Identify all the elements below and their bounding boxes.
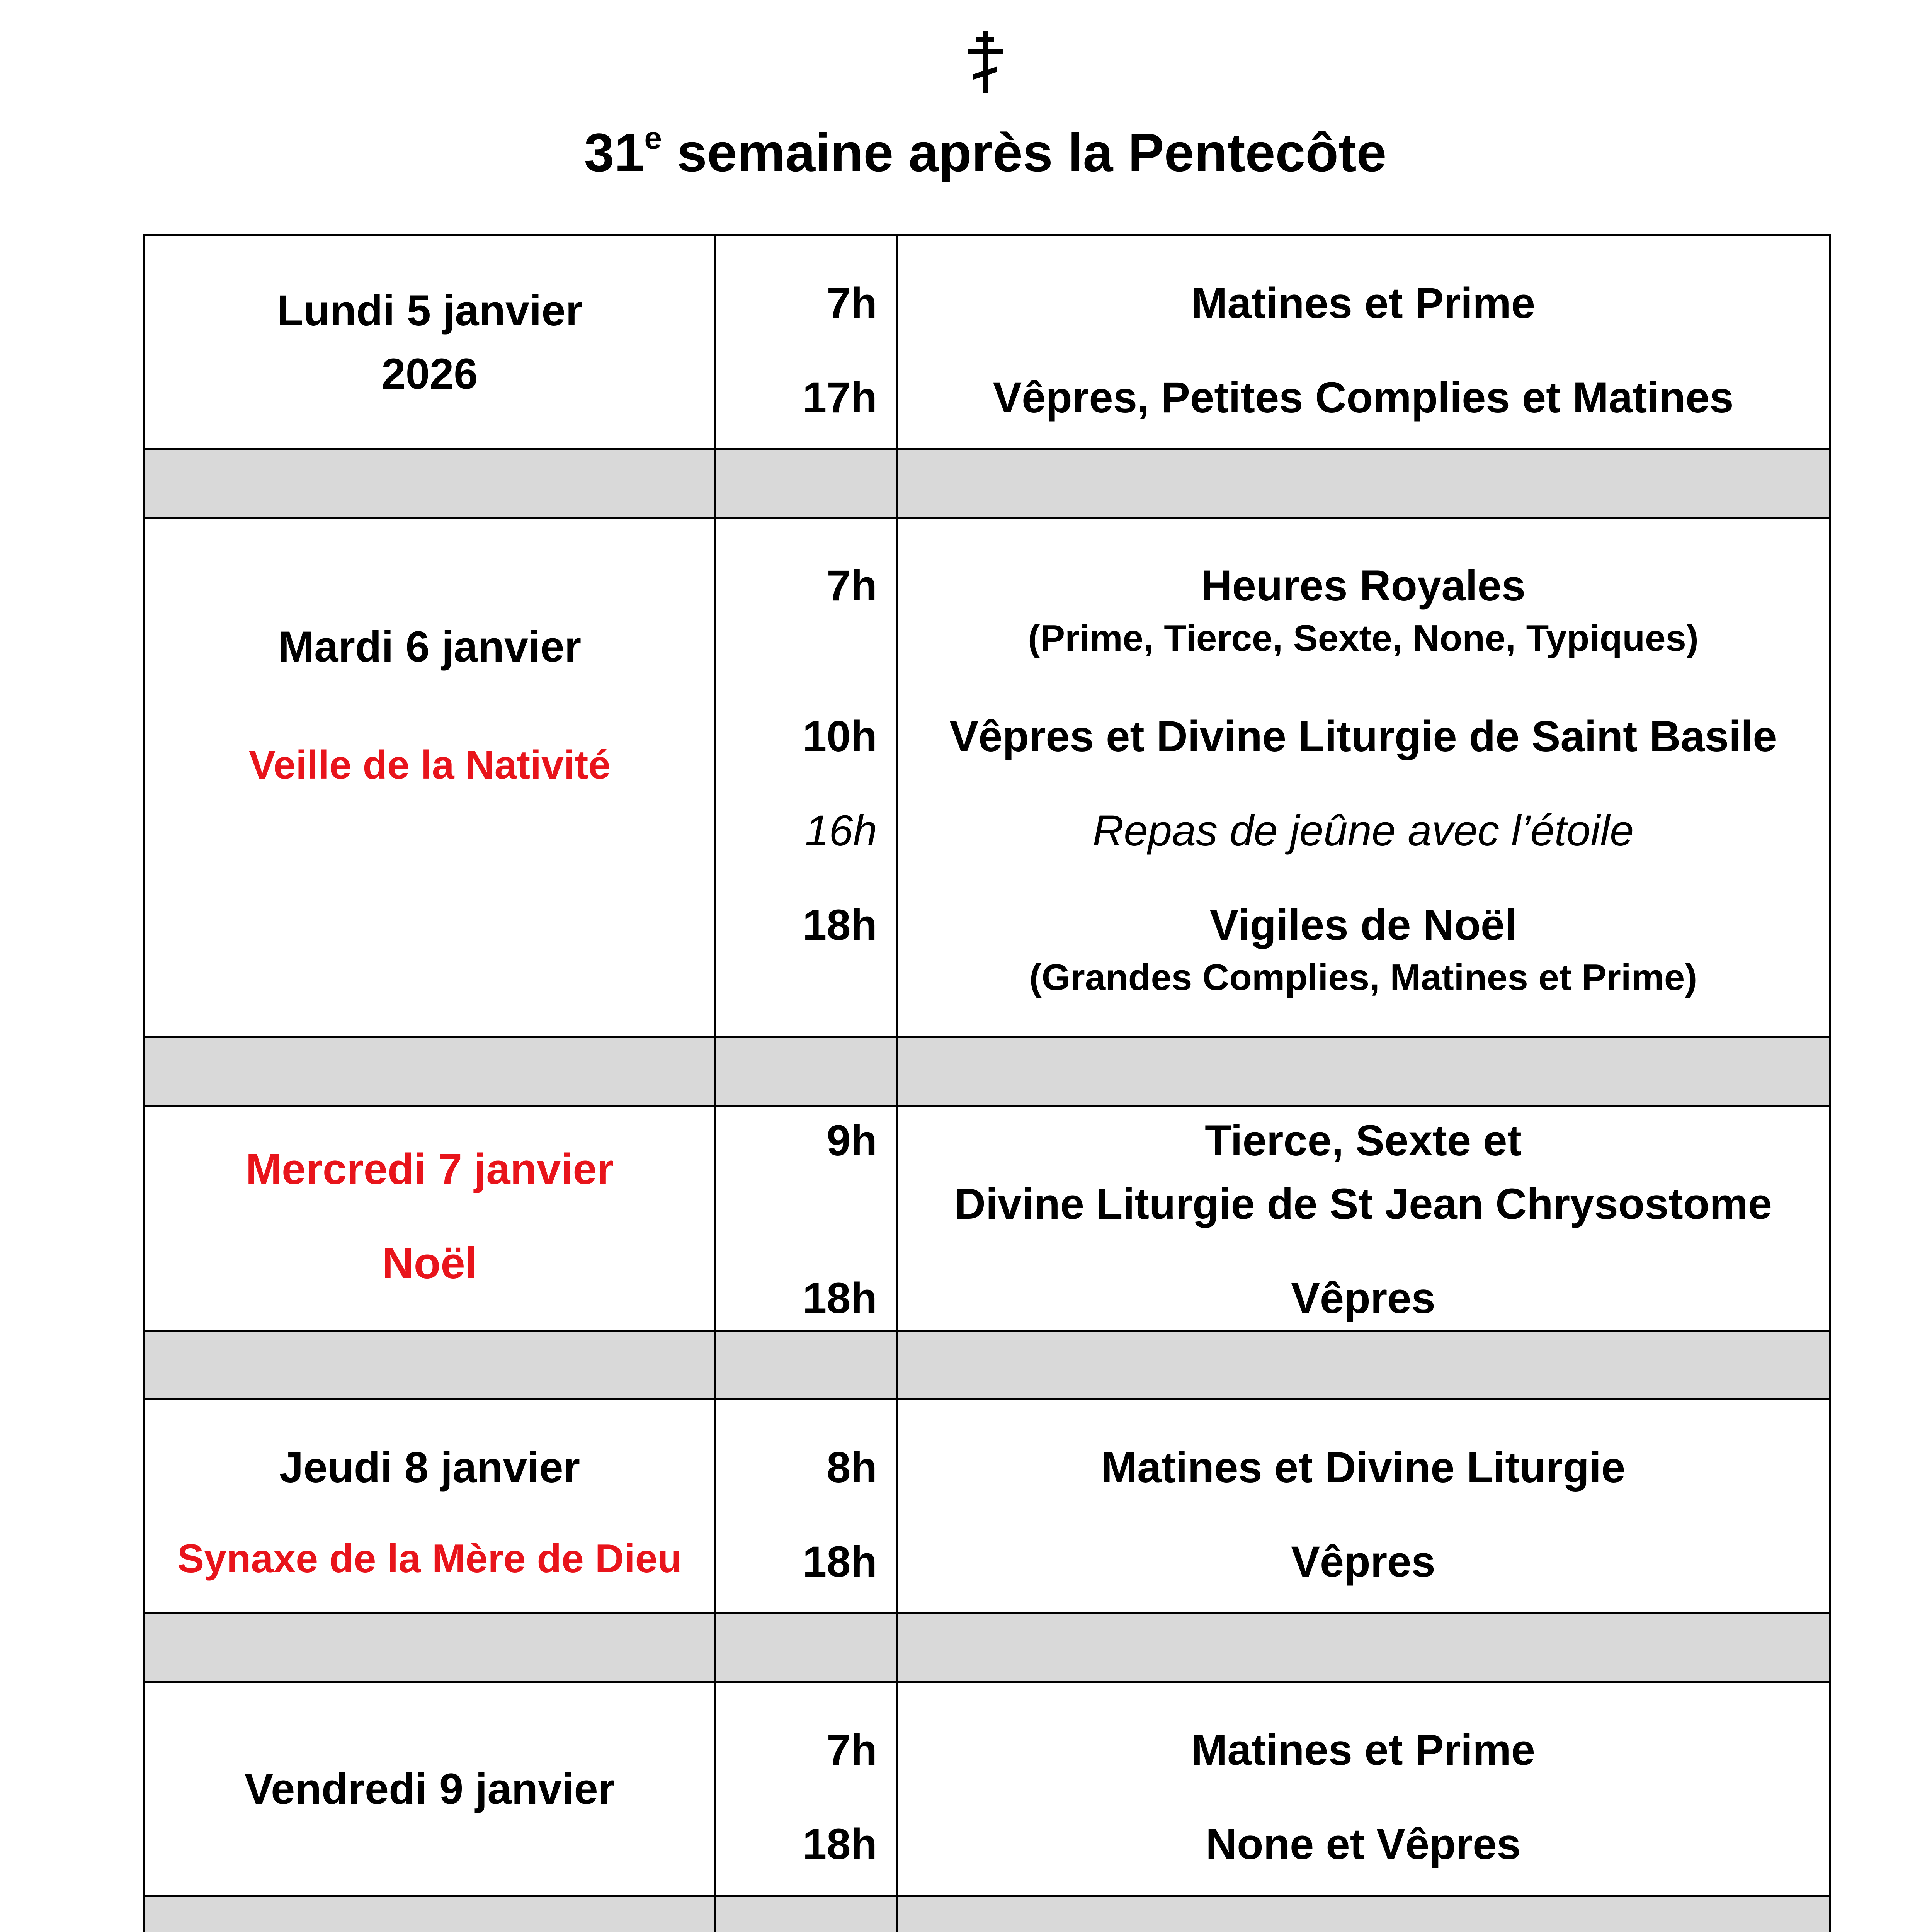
feast-label: Veille de la Nativité xyxy=(248,743,611,787)
orthodox-cross-svg xyxy=(968,31,1003,93)
service-time: 16h xyxy=(805,806,877,855)
service-time: 18h xyxy=(803,1820,877,1868)
service-name: Matines et Prime xyxy=(1191,279,1536,327)
time-cell xyxy=(715,1400,897,1614)
day-row-wednesday xyxy=(145,1106,1830,1331)
service-time: 7h xyxy=(827,279,877,327)
schedule-table xyxy=(143,234,1831,1932)
service-name: Heures Royales xyxy=(1201,561,1526,610)
separator-row xyxy=(145,1037,1830,1106)
feast-label: Noël xyxy=(382,1239,478,1288)
day-row-thursday xyxy=(145,1400,1830,1614)
service-detail: (Grandes Complies, Matines et Prime) xyxy=(1029,957,1697,998)
day-label: Jeudi 8 janvier xyxy=(279,1443,580,1492)
service-cell xyxy=(897,1400,1830,1614)
day-cell xyxy=(145,518,715,1037)
orthodox-cross-icon xyxy=(0,31,1932,100)
service-name: Repas de jeûne avec l’étoile xyxy=(1092,806,1634,855)
day-row-friday xyxy=(145,1682,1830,1896)
separator-row xyxy=(145,1896,1830,1932)
day-label: Vendredi 9 janvier xyxy=(244,1764,615,1813)
service-time: 7h xyxy=(827,561,877,610)
day-label: Mardi 6 janvier xyxy=(278,622,582,671)
service-name: Matines et Prime xyxy=(1191,1726,1536,1774)
service-time: 10h xyxy=(803,712,877,760)
time-cell xyxy=(715,1106,897,1331)
day-cell xyxy=(145,1400,715,1614)
time-cell xyxy=(715,1682,897,1896)
service-time: 17h xyxy=(803,373,877,422)
separator-row xyxy=(145,1331,1830,1400)
service-cell xyxy=(897,1106,1830,1331)
service-name: Vêpres et Divine Liturgie de Saint Basile xyxy=(949,712,1777,760)
day-cell xyxy=(145,1106,715,1331)
service-name: Divine Liturgie de St Jean Chrysostome xyxy=(954,1180,1772,1228)
service-name: Matines et Divine Liturgie xyxy=(1101,1443,1626,1492)
service-time: 18h xyxy=(803,901,877,949)
service-name: None et Vêpres xyxy=(1206,1820,1521,1868)
time-cell xyxy=(715,518,897,1037)
feast-label: Synaxe de la Mère de Dieu xyxy=(177,1536,682,1581)
day-row-monday xyxy=(145,235,1830,449)
day-label: Lundi 5 janvier xyxy=(277,286,583,335)
service-detail: (Prime, Tierce, Sexte, None, Typiques) xyxy=(1028,617,1699,659)
service-time: 18h xyxy=(803,1537,877,1586)
title-number: 31 xyxy=(584,122,645,183)
service-time: 7h xyxy=(827,1726,877,1774)
day-label: Mercredi 7 janvier xyxy=(245,1145,614,1193)
day-cell xyxy=(145,1682,715,1896)
service-time: 9h xyxy=(827,1116,877,1165)
separator-row xyxy=(145,1614,1830,1682)
service-cell xyxy=(897,1682,1830,1896)
service-name: Vêpres xyxy=(1291,1537,1435,1586)
service-cell xyxy=(897,235,1830,449)
separator-row xyxy=(145,449,1830,518)
time-cell xyxy=(715,235,897,449)
title-text: semaine après la Pentecôte xyxy=(662,122,1387,183)
service-cell xyxy=(897,518,1830,1037)
service-name: Vigiles de Noël xyxy=(1209,901,1517,949)
service-name: Vêpres, Petites Complies et Matines xyxy=(993,373,1734,422)
title-superscript: e xyxy=(644,121,662,156)
service-time: 18h xyxy=(803,1274,877,1322)
day-row-tuesday xyxy=(145,518,1830,1037)
service-name: Vêpres xyxy=(1291,1274,1435,1322)
page-title xyxy=(0,118,1932,196)
service-time: 8h xyxy=(827,1443,877,1492)
service-name: Tierce, Sexte et xyxy=(1205,1116,1522,1165)
year-label: 2026 xyxy=(381,349,478,398)
day-cell xyxy=(145,235,715,449)
